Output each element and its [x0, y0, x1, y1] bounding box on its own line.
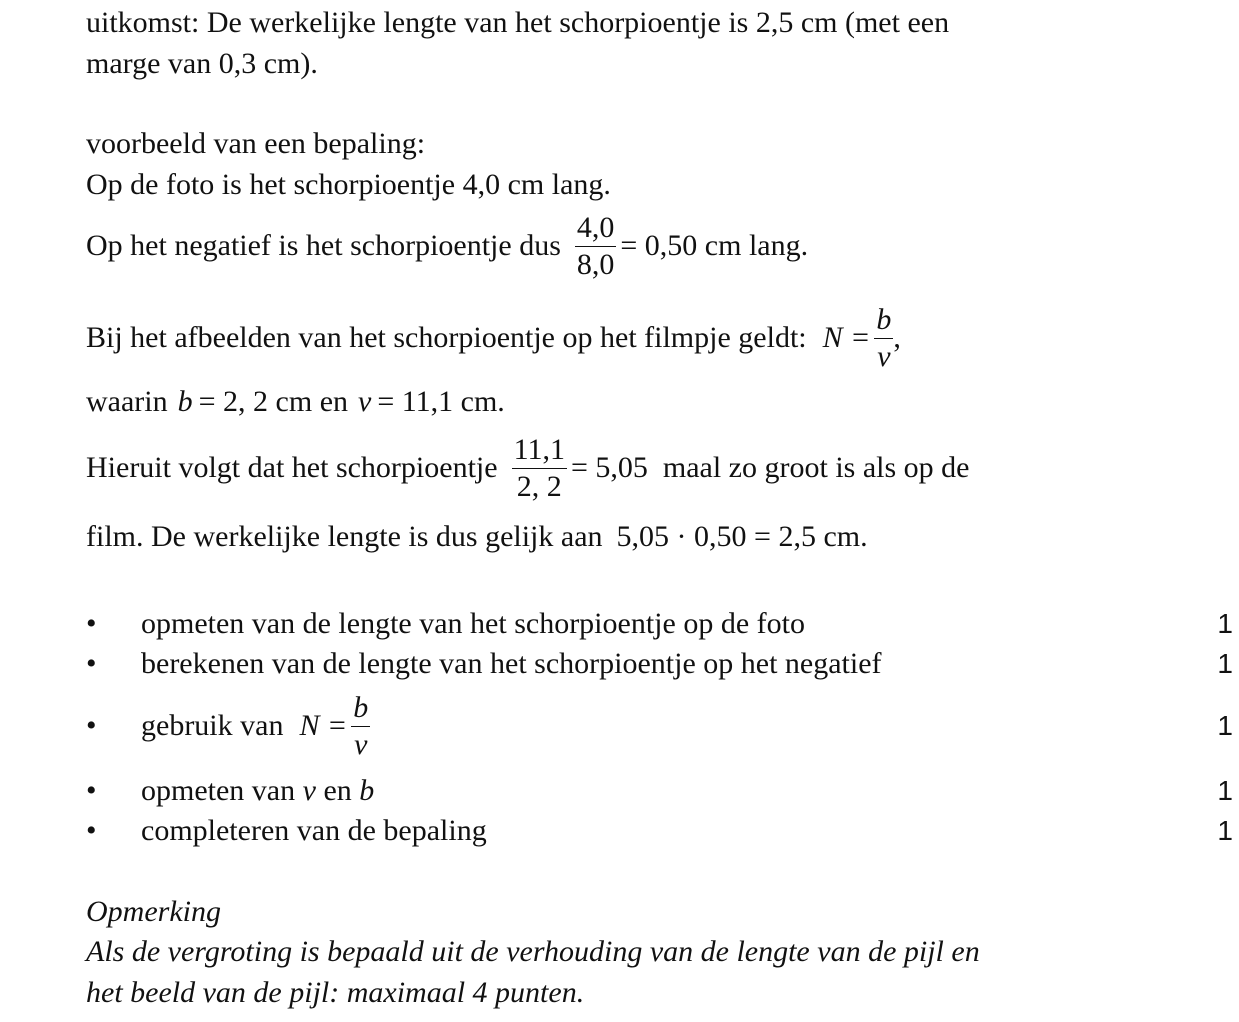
negative-prefix: Op het negatief is het schorpioentje dus — [86, 229, 561, 262]
formula-comma: , — [893, 321, 901, 354]
scoring-item-formula — [141, 686, 370, 766]
scoring-points: 1 — [1217, 608, 1233, 639]
scoring-item-text: berekenen van de lengte van het schorpioentje op het negatief — [141, 647, 882, 680]
ratio-line — [86, 430, 969, 506]
scoring-text-a: opmeten van — [141, 774, 296, 807]
negative-fraction — [575, 210, 617, 283]
where-prefix: waarin — [86, 385, 168, 418]
bullet-icon: • — [86, 774, 97, 807]
fraction-numerator: b — [874, 302, 893, 339]
bullet-icon: • — [86, 647, 97, 680]
scoring-item — [0, 686, 1239, 766]
negative-result: = 0,50 cm lang. — [620, 229, 809, 262]
formula-lhs: N = — [822, 321, 871, 354]
final-expression: 5,05 · 0,50 = 2,5 cm. — [616, 520, 868, 553]
scoring-points: 1 — [1217, 648, 1233, 679]
ratio-result: = 5,05 maal zo groot is als op de — [570, 451, 970, 484]
scoring-item-text — [141, 771, 374, 811]
final-prefix: film. De werkelijke lengte is dus gelijk aan — [86, 520, 603, 553]
result-line-1: uitkomst: De werkelijke lengte van het schorpioentje is 2,5 cm (met een — [86, 6, 950, 39]
scoring-text-b: en — [323, 774, 352, 807]
scoring-item — [0, 811, 1239, 851]
fraction-denominator: v — [354, 727, 368, 761]
example-heading: voorbeeld van een bepaling: — [86, 127, 426, 160]
remark-title: Opmerking — [86, 895, 221, 928]
var-b: b — [359, 774, 375, 807]
formula-lhs: N = — [299, 709, 348, 742]
formula-fraction — [874, 302, 893, 375]
fraction-numerator: 4,0 — [575, 210, 617, 247]
scoring-item — [0, 604, 1239, 644]
fraction-denominator: 8,0 — [576, 247, 615, 281]
scoring-points: 1 — [1217, 815, 1233, 846]
var-v: v — [358, 385, 372, 418]
ratio-prefix: Hieruit volgt dat het schorpioentje — [86, 451, 498, 484]
scoring-points: 1 — [1217, 775, 1233, 806]
bullet-icon: • — [86, 607, 97, 640]
scoring-item — [0, 644, 1239, 684]
formula-fraction — [351, 690, 370, 763]
where-line — [86, 382, 505, 422]
magnification-formula-line — [86, 300, 901, 376]
b-value: = 2, 2 cm en — [198, 385, 349, 418]
scoring-item-text: opmeten van de lengte van het schorpioentje op de foto — [141, 607, 805, 640]
var-v: v — [302, 774, 316, 807]
remark-line-1: Als de vergroting is bepaald uit de verhouding van de lengte van de pijl en — [86, 935, 980, 968]
result-line-2: marge van 0,3 cm). — [86, 47, 318, 80]
photo-length-line: Op de foto is het schorpioentje 4,0 cm lang. — [86, 168, 611, 201]
scoring-points: 1 — [1217, 710, 1233, 741]
scoring-item-text: completeren van de bepaling — [141, 814, 487, 847]
scoring-item-text: gebruik van — [141, 709, 284, 742]
fraction-denominator: 2, 2 — [516, 469, 562, 503]
bullet-icon: • — [86, 814, 97, 847]
scoring-item — [0, 771, 1239, 811]
fraction-denominator: v — [877, 339, 891, 373]
v-value: = 11,1 cm. — [377, 385, 505, 418]
final-length-line — [86, 517, 868, 557]
var-b: b — [177, 385, 193, 418]
bullet-icon: • — [86, 709, 97, 742]
remark-line-2: het beeld van de pijl: maximaal 4 punten. — [86, 976, 585, 1009]
ratio-fraction — [512, 432, 567, 505]
mapping-prefix: Bij het afbeelden van het schorpioentje op het filmpje geldt: — [86, 321, 807, 354]
negative-length-line — [86, 208, 808, 284]
fraction-numerator: 11,1 — [512, 432, 567, 469]
fraction-numerator: b — [351, 690, 370, 727]
